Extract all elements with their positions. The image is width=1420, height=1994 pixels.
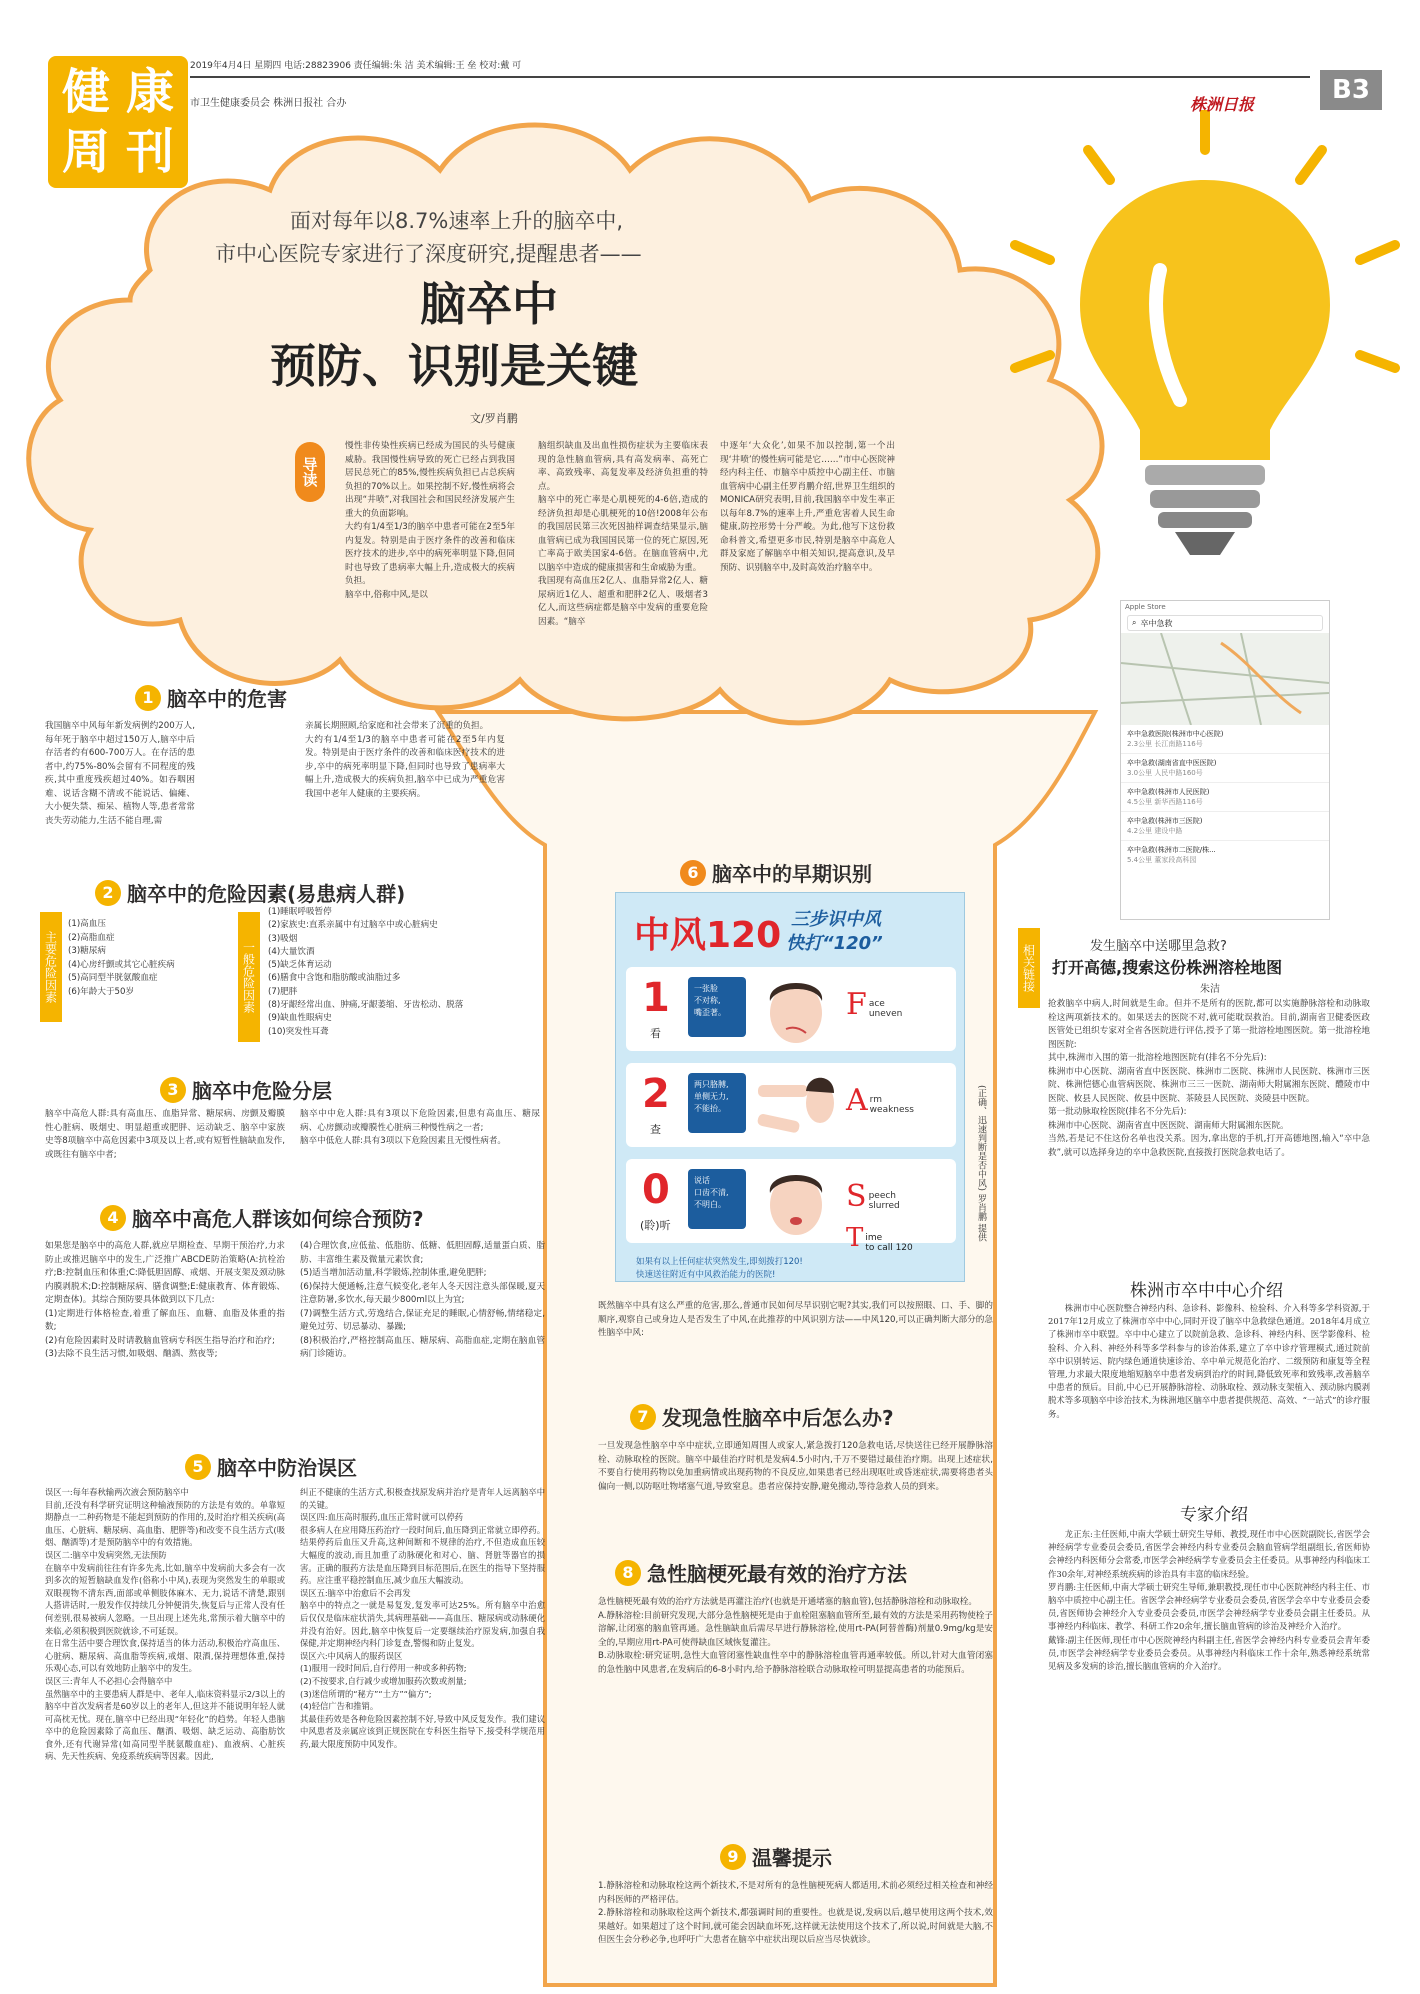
step-en-rest: ace uneven	[868, 999, 903, 1019]
result-address: 建设中路	[1154, 827, 1183, 835]
section-3-number: 3	[160, 1077, 186, 1103]
general-risk-item: (10)突发性耳聋	[268, 1026, 329, 1037]
result-name: 卒中急救(株洲市人民医院)	[1127, 788, 1210, 796]
section-2-number: 2	[95, 880, 121, 906]
result-address: 人民中路160号	[1154, 769, 1203, 777]
column-char-2: 康	[125, 64, 174, 120]
section-5-heading	[185, 1452, 357, 1481]
experts-title: 专家介绍	[1180, 1505, 1248, 1525]
header-rule	[190, 76, 1310, 78]
intro-col-2: 脑组织缺血及出血性损伤症状为主要临床表现的急性脑血管病,具有高发病率、高死亡率、高致残率、高复发率及经济负担重的特点。 脑卒中的死亡率是心肌梗死的4-6倍,造成的经济负担却是心肌梗死的10倍!2008年公布的我国居民第三次死因抽样调查结果显示,脑血管病已成为我国国民第一位的死亡原因,死亡率高于欧美国家4-6倍。在脑血管病中,尤以脑卒中造成的健康损害和生命威胁为重。 我国现有高血压2亿人、血脂异常2亿人、糖尿病近1亿人、超重和肥胖2亿人、吸烟者3亿人,而这些病症都是脑卒中发病的重要危险因素。“脑卒	[538, 441, 708, 627]
result-distance: 5.4公里	[1127, 856, 1153, 864]
result-name: 卒中急救(湖南省直中医医院)	[1127, 759, 1217, 767]
phone-result-list	[1121, 725, 1329, 869]
arm-illustration	[756, 1067, 836, 1143]
section-4-col-1: 如果您是脑卒中的高危人群,就应早期检查、早期干预治疗,力求防止或推迟脑卒中的发生,广泛推广ABCDE防治策略(A:抗栓治疗;B:控制血压和体重;C:降低胆固醇、戒烟、开展支架及颈动脉内膜剥脱术;D:控制糖尿病、膳食调整;E:健康教育、体育锻炼、定期查体)。其综合预防要具体做到以下几点: (1)定期进行体格检查,着重了解血压、血糖、血脂及体重的指数; (2)有危险因素时及时请教脑血管病专科医生指导治疗和治疗; (3)去除不良生活习惯,如吸烟、酗酒、熬夜等;	[45, 1241, 285, 1359]
step-bubble: 一张脸 不对称, 嘴歪著。	[688, 977, 746, 1037]
result-item	[1121, 783, 1329, 812]
section-3-col-2: 脑卒中中危人群:具有3项以下危险因素,但患有高血压、糖尿病、心房颤动或瓣膜性心脏病三种慢性病之一者; 脑卒中低危人群:具有3项以下危险因素且无慢性病者。	[300, 1109, 540, 1146]
kicker-1: 面对每年以8.7%速率上升的脑卒中,	[290, 209, 624, 233]
section-5-col-1: 误区一:每年春秋输两次液会预防脑卒中 目前,还没有科学研究证明这种输液预防的方法是有效的。单靠短期静点一二种药物是不能起到预防的作用的,及时治疗相关疾病(高血压、心脏病、糖尿病、高血脂、肥胖等)和改变不良生活方式(吸烟、酗酒等)才是预防脑卒中的有效措施。 误区二:脑卒中发病突然,无法预防 在脑卒中发病前往往有许多先兆,比如,脑卒中发病前大多会有一次到多次的短暂脑缺血发作(俗称小中风),表现为突然发生的单眼或双眼视物不清东西,面部或单侧肢体麻木、无力,说话不清楚,跟别人搭讲话时,一般发作仅持续几分钟便消失,恢复后与正常人没有任何差别,很易被病人忽略。一旦出现上述先兆,常预示着大脑卒中的来临,必须积极到医院就诊,不可延误。 在日常生活中要合理饮食,保持适当的体力活动,积极治疗高血压、心脏病、糖尿病、高血脂等疾病,戒烟、限酒,保持理想体重,保持乐观心态,可以有效地防止脑卒中的发生。 误区三:青年人不必担心会得脑卒中 虽然脑卒中的主要患病人群是中、老年人,临床资料显示2/3以上的脑卒中首次发病者是60岁以上的老年人,但这并不能说明年轻人就可高枕无忧。现在,脑卒中已经出现“年轻化”的趋势。年轻人患脑卒中的危险因素除了高血压、酗酒、吸烟、缺乏运动、高脂肪饮食外,还有代谢异常(如高同型半胱氨酸血症)、血液病、心脏疾病、先天性疾病、免疫系统疾病等因素。因此,	[45, 1487, 286, 1762]
section-9-title: 温馨提示	[752, 1846, 832, 1870]
sidebar-text: 抢救脑卒中病人,时间就是生命。但并不是所有的医院,都可以实施静脉溶栓和动脉取栓这两项新技术的。如果送去的医院不对,就可能耽误救治。目前,湖南省卫健委医政医管处已组织专家对全省各医院进行评估,授予了第一批溶栓地图医院。第一批溶栓地图医院: 其中,株洲市入围的第一批溶栓地图医院有(排名不分先后): 株洲市中心医院、湖南省直中医医院、株洲市二医院、株洲市人民医院、株洲市三医院、株洲恺德心血管病医院、株洲市三三一医院、湖南师大附属湘东医院、醴陵市中医院、攸县人民医院、攸县中医院、茶陵县人民医院、炎陵县中医院。 第一批动脉取栓医院(排名不分先后): 株洲市中心医院、湖南省直中医医院、湖南师大附属湘东医院。 当然,若是记不住这份名单也没关系。因为,拿出您的手机,打开高德地图,输入“卒中急救”,就可以选择身边的卒中急救医院,直接拨打医院急救电话了。	[1048, 999, 1370, 1158]
section-6-heading	[680, 858, 872, 887]
step-en-initial: S	[846, 1179, 867, 1214]
sidebar-author: 朱洁	[1200, 984, 1220, 995]
main-risk-item: (1)高血压	[68, 919, 106, 929]
section-1-col-1: 我国脑卒中风每年新发病例约200万人,每年死于脑卒中超过150万人,脑卒中后存活者约有600-700万人。在存活的患者中,约75%-80%会留有不同程度的残疾,其中重度残疾超过40%。如吞咽困难、说话含糊不清或不能说话、偏瘫、大小便失禁、痴呆、植物人等,患者常常丧失劳动能力,生活不能自理,需	[45, 721, 195, 826]
section-1-heading	[135, 683, 287, 712]
lightbulb-icon	[1010, 110, 1400, 580]
section-6-number: 6	[680, 860, 706, 886]
column-badge	[48, 56, 188, 188]
result-address: 长江南路116号	[1154, 740, 1203, 748]
step-en-initial: F	[846, 987, 867, 1022]
section-1-title: 脑卒中的危害	[167, 687, 287, 711]
headline-line-1: 脑卒中	[420, 277, 558, 331]
step-number: 0	[642, 1167, 670, 1213]
experts-intro	[1048, 1528, 1370, 1673]
general-risk-item: (5)缺乏体育运动	[268, 960, 332, 971]
section-4-number: 4	[100, 1205, 126, 1231]
general-risk-item: (4)大量饮酒	[268, 946, 315, 957]
phone-search-bar	[1127, 615, 1323, 631]
phone-search-text: 卒中急救	[1140, 618, 1173, 628]
result-name: 卒中急救(株洲市二医院/株...	[1127, 846, 1216, 854]
poster-footer-1: 如果有以上任何症状突然发生,即刻拨打120!	[636, 1257, 803, 1267]
main-risk-item: (4)心房纤颤或其它心脏疾病	[68, 959, 175, 970]
byline: 文/罗肖鹏	[470, 412, 518, 425]
step-card	[626, 967, 956, 1051]
section-9-number: 9	[720, 1844, 746, 1870]
result-meta	[1127, 739, 1323, 749]
step-verb: 查	[650, 1123, 661, 1136]
sidebar-label: 相关链接	[1018, 928, 1040, 1008]
result-meta	[1127, 855, 1323, 865]
phone-status-bar: Apple Store	[1125, 603, 1166, 611]
result-item	[1121, 754, 1329, 783]
kicker-2: 市中心医院专家进行了深度研究,提醒患者——	[215, 242, 642, 266]
intro-col-1: 慢性非传染性疾病已经成为国民的头号健康威胁。我国慢性病导致的死亡已经占到我国居民总死亡的85%,慢性疾病负担已占总疾病负担的70%以上。如果控制不好,慢性病将会出现“井喷”,对我国社会和国民经济发展产生重大的负面影响。 大约有1/4至1/3的脑卒中患者可能在2至5年内复发。特别是由于医疗条件的改善和临床医疗技术的进步,卒中的病死率明显下降,但同时也导致了患病率大幅上升,造成极大的疾病负担。 脑卒中,俗称中风,是以	[345, 441, 515, 600]
poster-title: 中风120	[634, 915, 782, 956]
step-verb: (聆)听	[640, 1219, 671, 1232]
section-9-text: 1.静脉溶栓和动脉取栓这两个新技术,不是对所有的急性脑梗死病人都适用,术前必须经过相关检查和神经内科医师的严格评估。 2.静脉溶栓和动脉取栓这两个新技术,都强调时间的重要性。也就是说,发病以后,越早使用这两个技术,效果越好。如果超过了这个时间,就可能会因缺血坏死,这样就无法使用这个技术了,所以说,时间就是大脑,不但医生会分秒必争,也呼吁广大患者在脑卒中症状出现以后应当尽快就诊。	[598, 1881, 993, 1945]
section-8-heading	[615, 1558, 907, 1587]
section-5-number: 5	[185, 1454, 211, 1480]
intro-col-3: 中逐年‘大众化’,如果不加以控制,第一个出现‘井喷’的慢性病可能是它……”市中心医院神经内科主任、市脑卒中质控中心副主任、市脑血管病中心副主任罗肖鹏介绍,世界卫生组织的MONICA研究表明,目前,我国脑卒中发生率正以每年8.7%的速率上升,严重危害着人民生命健康,防控形势十分严峻。为此,他写下这份救命科普文,希望更多市民,特别是脑卒中高危人群及家庭了解脑卒中相关知识,提高意识,及早预防、识别脑卒中,及时高效治疗脑卒中。	[720, 441, 895, 573]
general-risk-label: 一般危险因素	[238, 912, 260, 1042]
section-8-text: 急性脑梗死最有效的治疗方法就是再灌注治疗(也就是开通堵塞的脑血管),包括静脉溶栓和动脉取栓。 A.静脉溶栓:目前研究发现,大部分急性脑梗死是由于血栓阻塞脑血管所至,最有效的方法是采用药物使栓子溶解,让闭塞的脑血管再通。急性脑缺血后需尽早进行静脉溶栓,使用rt-PA(阿替普酶)剂量0.9mg/kg是安全的,早期应用rt-PA可使得缺血区域恢复灌注。 B.动脉取栓:研究证明,急性大血管闭塞性缺血性卒中的静脉溶栓血管再通率较低。所以,针对大血管闭塞的急性脑中风患者,在发病后的6-8小时内,给予静脉溶栓联合动脉取栓可明显提高患者的功能预后。	[598, 1597, 993, 1675]
step-card	[626, 1063, 956, 1147]
stroke-120-poster	[615, 892, 965, 1282]
center-intro	[1048, 1302, 1370, 1421]
result-item	[1121, 725, 1329, 754]
step-number: 2	[642, 1071, 670, 1117]
step-en	[846, 987, 902, 1022]
poster-subtitle-2: 快打“120”	[786, 933, 883, 954]
step-verb: 看	[650, 1027, 661, 1040]
section-1-number: 1	[135, 685, 161, 711]
speech-illustration	[756, 1163, 836, 1239]
result-distance: 3.0公里	[1127, 769, 1153, 777]
step-bubble: 两只胳膊, 单侧无力, 不能抬。	[688, 1073, 746, 1133]
headline-line-2: 预防、识别是关键	[270, 339, 638, 393]
general-risk-item: (3)吸烟	[268, 933, 298, 944]
result-address: 董家段高科园	[1154, 856, 1197, 864]
section-3-col-1: 脑卒中高危人群:具有高血压、血脂异常、糖尿病、房颤及瓣膜性心脏病、吸烟史、明显超重或肥胖、运动缺乏、脑卒中家族史等8项脑卒中高危因素中3项及以上者,或有短暂性脑缺血发作,或既往有脑卒中者;	[45, 1109, 285, 1160]
center-title: 株洲市卒中中心介绍	[1130, 1281, 1283, 1301]
section-5-col-2: 纠正不健康的生活方式,积极查找原发病并治疗是青年人远离脑卒中的关键。 误区四:血压高时服药,血压正常时就可以停药 很多病人在应用降压药治疗一段时间后,血压降到正常就立即停药。结果停药后血压又升高,这种间断和不规律的治疗,不但造成血压较大幅度的波动,而且加重了动脉硬化和对心、脑、肾脏等器官的损害。正确的服药方法是血压降到目标范围后,在医生的指导下坚持服药。应注重平稳控制血压,减少血压大幅波动。 误区五:脑卒中治愈后不会再发 脑卒中的特点之一就是易复发,复发率可达25%。所有脑卒中治愈后仅仅是临床症状消失,其病理基础——高血压、糖尿病或动脉硬化并没有治好。因此,脑卒中恢复后一定要继续治疗原发病,加强自我保健,并定期神经内科门诊复查,警惕和防止复发。 误区六:中风病人的服药误区 (1)服用一段时间后,自行停用一种或多种药物; (2)不按要求,自行减少或增加服药次数或剂量; (3)迷信所谓的“秘方”“土方”“偏方”; (4)轻信广告和推销。 其最佳药效是各种危险因素控制不好,导致中风反复发作。我们建议中风患者及亲属应该到正规医院在专科医生指导下,接受科学规范用药,最大限度预防中风发作。	[300, 1487, 545, 1749]
section-4-col-2: (4)合理饮食,应低盐、低脂肪、低糖、低胆固醇,适量蛋白质、脂肪、丰富维生素及微量元素饮食; (5)适当增加活动量,科学锻炼,控制体重,避免肥胖; (6)保持大便通畅,注意气候变化,老年人冬天因注意头部保暖,夏天注意防暑,多饮水,每天最少800ml以上为宜; (7)调整生活方式,劳逸结合,保证充足的睡眠,心情舒畅,情绪稳定,避免过劳、切忌暴动、暴躁; (8)积极治疗,严格控制高血压、糖尿病、高脂血症,定期在脑血管病门诊随访。	[300, 1241, 545, 1359]
section-3-heading	[160, 1075, 332, 1104]
result-name: 卒中急救医院(株洲市中心医院)	[1127, 730, 1224, 738]
main-risk-item: (5)高同型半胱氨酸血症	[68, 973, 158, 983]
result-item	[1121, 841, 1329, 869]
column-char-1: 健	[61, 64, 110, 120]
page-header	[0, 0, 1420, 180]
date-line: 2019年4月4日 星期四 电话:28823906 责任编辑:朱 洁 美术编辑:王 垒 校对:戴 可	[190, 61, 522, 71]
result-item	[1121, 812, 1329, 841]
column-char-4: 刊	[125, 124, 174, 180]
center-text: 株洲市中心医院整合神经内科、急诊科、影像科、检验科、介入科等多学科资源,于2017年12月成立了株洲市卒中中心,同时开设了脑卒中急救绿色通道。2018年4月成立了株洲市卒中联盟。卒中中心建立了以院前急救、急诊科、神经内科、医学影像科、检验科、介入科、神经外科等多学科参与的诊治体系,建立了卒中诊疗管理模式,通过院前卒中识别转运、院内绿色通道快速诊治、卒中单元规范化治疗、二级预防和康复等全程管理,力求最大限度地缩短脑卒中患者发病到治疗的时间,降低致死率和致残率,改善脑卒中患者的预后。目前,中心已开展静脉溶栓、动脉取栓、颈动脉支架植入、颈动脉内膜剥脱术等多项脑卒中诊治技术,为株洲地区脑卒中患者提供规范、高效、“一站式”的诊疗服务。	[1048, 1303, 1370, 1419]
result-meta	[1127, 826, 1323, 836]
section-7-number: 7	[630, 1404, 656, 1430]
section-7-title: 发现急性脑卒中后怎么办?	[662, 1406, 894, 1430]
result-distance: 2.3公里	[1127, 740, 1153, 748]
result-meta	[1127, 797, 1323, 807]
page-number: B3	[1320, 70, 1382, 110]
section-6-text: 既然脑卒中具有这么严重的危害,那么,普通市民如何尽早识别它呢?其实,我们可以按照眼、口、手、脚的顺序,观察自己或身边人是否发生了中风,在此推荐的中风识别方法——中风120,可以正确判断大部分的急性脑卒中风:	[598, 1301, 993, 1338]
step-en	[846, 1083, 914, 1118]
step-number: 1	[642, 975, 670, 1021]
time-label	[846, 1223, 913, 1253]
general-risk-item: (2)家族史:直系亲属中有过脑卒中或心脏病史	[268, 920, 438, 931]
section-9-heading	[720, 1842, 832, 1871]
general-risk-item: (7)肥胖	[268, 986, 298, 997]
result-address: 新华西路116号	[1154, 798, 1203, 806]
step-en-rest: peech slurred	[868, 1191, 900, 1211]
general-risk-item: (6)膳食中含饱和脂肪酸或油脂过多	[268, 973, 401, 984]
time-rest: ime to call 120	[865, 1233, 913, 1253]
sidebar-title: 打开高德,搜索这份株洲溶栓地图	[1052, 958, 1283, 977]
section-4-title: 脑卒中高危人群该如何综合预防?	[132, 1207, 424, 1231]
step-en	[846, 1179, 900, 1214]
section-7-text: 一旦发现急性脑卒中卒中症状,立即通知周围人或家人,紧急拨打120急救电话,尽快送往已经开展静脉溶栓、动脉取栓的医院。脑卒中最佳治疗时机是发病4.5小时内,千万不要错过最佳治疗期。出现上述症状,不要自行使用药物以免加重病情或出现药物的不良反应,如果患者已经出现呕吐或昏迷症状,需要将患者头偏向一侧,以防呕吐物堵塞气道,导致窒息。患者应保持安静,避免搬动,等待急救人员的到来。	[598, 1441, 993, 1492]
poster-caption: (正确、迅速判断是否中风) 罗肖鹏 提供	[976, 1085, 986, 1242]
section-4-heading	[100, 1203, 424, 1232]
section-7-heading	[630, 1402, 894, 1431]
step-en-rest: rm weakness	[869, 1095, 914, 1115]
time-initial: T	[846, 1223, 864, 1253]
sidebar-kicker: 发生脑卒中送哪里急救?	[1090, 939, 1227, 954]
result-distance: 4.5公里	[1127, 798, 1153, 806]
section-6-title: 脑卒中的早期识别	[712, 862, 872, 886]
result-distance: 4.2公里	[1127, 827, 1153, 835]
map-image	[1121, 633, 1329, 725]
face-illustration	[756, 971, 836, 1047]
section-5-title: 脑卒中防治误区	[217, 1456, 357, 1480]
intro-badge: 导读	[295, 442, 325, 502]
poster-subtitle-1: 三步识中风	[791, 909, 881, 930]
result-name: 卒中急救(株洲市三医院)	[1127, 817, 1203, 825]
general-risk-item: (8)牙龈经常出血、肿痛,牙龈萎缩、牙齿松动、脱落	[268, 1000, 464, 1011]
step-bubble: 说话 口齿不清, 不明白。	[688, 1169, 746, 1229]
section-1-col-2: 亲属长期照顾,给家庭和社会带来了沉重的负担。 大约有1/4至1/3的脑卒中患者可能在2至5年内复发。特别是由于医疗条件的改善和临床医疗技术的进步,卒中的病死率明显下降,但同时也导致了患病率大幅上升,造成极大的疾病负担,脑卒中已成为严重危害我国中老年人健康的主要疾病。	[305, 721, 505, 799]
column-char-3: 周	[61, 124, 110, 180]
experts-text: 龙正东:主任医师,中南大学硕士研究生导师、教授,现任市中心医院副院长,省医学会神经病学专业委员会委员,省医学会神经内科专业委员会脑血管病学组副组长,省医师协会神经内科医师分会常委,市医学会神经病学专业委员会主任委员。从事神经内科临床工作30余年,对神经系统疾病的诊治具有丰富的临床经验。 罗肖鹏:主任医师,中南大学硕士研究生导师,兼职教授,现任市中心医院神经内科主任、市脑卒中质控中心副主任。省医学会神经病学专业委员会委员,省医学会卒中专业委员会委员,省医师协会神经介入专业委员会委员,市医学会神经病学专业委员会副主任委员。从事神经内科临床、教学、科研工作20余年,擅长脑血管病的诊治及神经介入治疗。 戴锋:副主任医师,现任市中心医院神经内科副主任,省医学会神经内科专业委员会青年委员,市医学会神经病学专业委员会委员。从事神经内科临床工作十余年,熟悉神经系统常见病及多发病的诊治,擅长脑血管病的介入治疗。	[1048, 1529, 1370, 1672]
search-icon: ⌕	[1132, 618, 1137, 627]
poster-footer-2: 快速送往附近有中风救治能力的医院!	[636, 1270, 776, 1280]
general-risk-item: (9)缺血性眼病史	[268, 1013, 332, 1024]
general-risk-item: (1)睡眠呼吸暂停	[268, 907, 332, 917]
main-risk-label: 主要危险因素	[40, 912, 62, 1022]
section-2-title: 脑卒中的危险因素(易患病人群)	[127, 882, 406, 906]
main-risk-item: (6)年龄大于50岁	[68, 986, 135, 997]
main-risk-item: (3)糖尿病	[68, 946, 106, 956]
step-en-initial: A	[846, 1083, 868, 1118]
phone-screenshot	[1120, 600, 1330, 920]
section-3-title: 脑卒中危险分层	[192, 1079, 332, 1103]
main-risk-list	[68, 918, 228, 999]
section-8-number: 8	[615, 1560, 641, 1586]
paper-logo: 株洲日报	[1190, 95, 1255, 114]
section-8-title: 急性脑梗死最有效的治疗方法	[647, 1562, 907, 1586]
main-risk-item: (2)高脂血症	[68, 932, 115, 943]
sponsor-line: 市卫生健康委员会 株洲日报社 合办	[190, 98, 347, 109]
result-meta	[1127, 768, 1323, 778]
section-2-heading	[95, 878, 405, 907]
general-risk-list	[268, 906, 568, 1039]
